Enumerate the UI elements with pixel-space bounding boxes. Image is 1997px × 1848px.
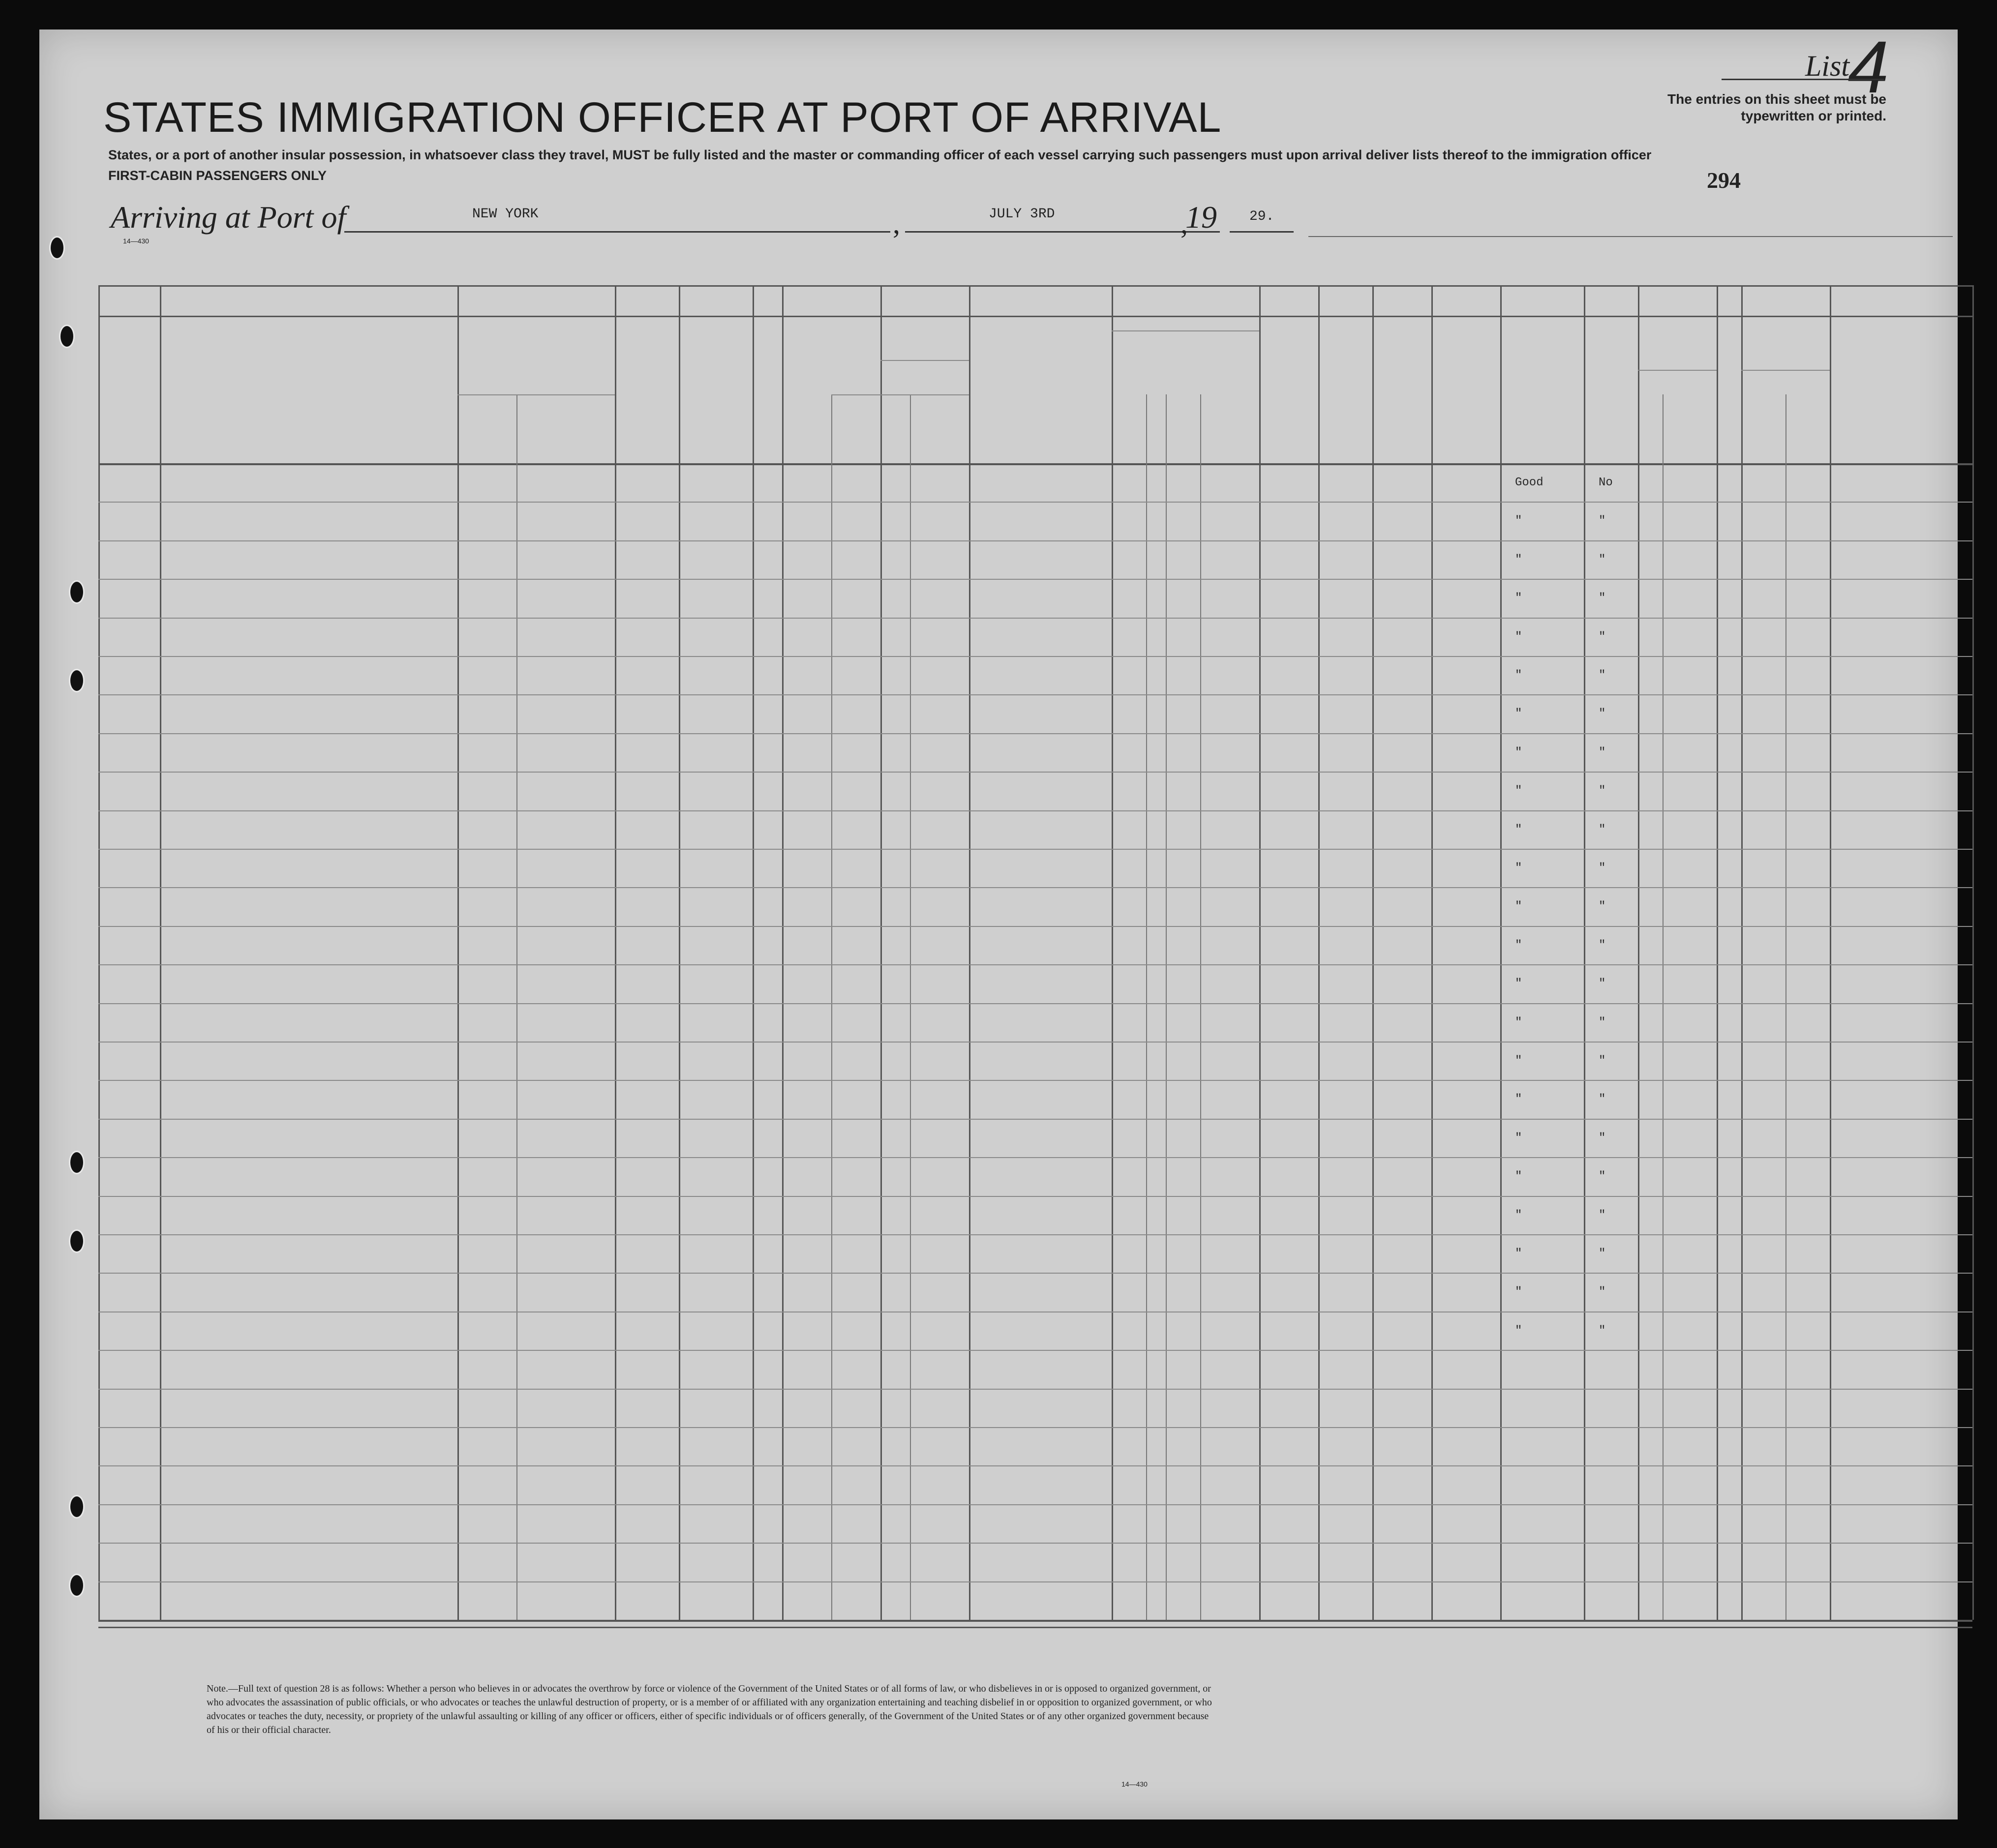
cell-deformed: ": [1599, 1324, 1606, 1338]
row-rule: [98, 772, 1972, 773]
cell-health: ": [1515, 630, 1522, 644]
column-rule: [98, 285, 100, 1620]
cell-health: ": [1515, 1285, 1522, 1299]
cell-deformed: ": [1599, 553, 1606, 566]
cell-health: ": [1515, 1324, 1522, 1338]
row-rule: [98, 1042, 1972, 1043]
binder-hole: [69, 1229, 85, 1253]
binder-hole: [69, 1574, 85, 1597]
port-value: NEW YORK: [472, 207, 539, 222]
cell-health: ": [1515, 784, 1522, 798]
cell-deformed: ": [1599, 592, 1606, 605]
column-subrule: [1166, 394, 1167, 1620]
column-subrule: [1785, 394, 1786, 1620]
cell-health: ": [1515, 938, 1522, 952]
column-rule: [679, 285, 680, 1620]
header-anarchist: [1387, 326, 1422, 458]
grid-rule: [98, 463, 1972, 465]
binder-hole: [69, 580, 85, 604]
cell-health: ": [1515, 1170, 1522, 1184]
cell-health: ": [1515, 1247, 1522, 1260]
row-rule: [98, 1273, 1972, 1274]
column-rule: [1318, 285, 1320, 1620]
cell-deformed: ": [1599, 862, 1606, 875]
cell-deformed: ": [1599, 630, 1606, 644]
column-subrule: [516, 394, 517, 1620]
subheader-rule: [880, 360, 969, 361]
row-rule: [98, 1427, 1972, 1428]
column-subrule: [1200, 394, 1201, 1620]
row-rule: [98, 1581, 1972, 1582]
cell-health: ": [1515, 514, 1522, 528]
first-cabin-label: FIRST-CABIN PASSENGERS ONLY: [108, 168, 327, 183]
grid-rule: [98, 285, 1972, 287]
list-underline: [1722, 79, 1884, 80]
cell-deformed: ": [1599, 784, 1606, 798]
header-rule: [1308, 236, 1953, 237]
cell-health: ": [1515, 707, 1522, 721]
cell-health: ": [1515, 553, 1522, 566]
comma: ,: [893, 207, 900, 239]
header-purpose-return: [1119, 335, 1144, 458]
form-code: 14—430: [1121, 1780, 1148, 1788]
column-rule: [1638, 285, 1639, 1620]
cell-deformed: ": [1599, 1247, 1606, 1260]
list-label: List: [1805, 50, 1849, 82]
subheader-rule: [1112, 330, 1259, 331]
cell-deformed: ": [1599, 1015, 1606, 1029]
row-rule: [98, 1196, 1972, 1197]
manifest-sheet: [39, 26, 1958, 1819]
year-value: 29.: [1249, 209, 1274, 224]
cell-health: ": [1515, 1131, 1522, 1145]
column-rule: [1830, 285, 1831, 1620]
cell-deformed: ": [1599, 514, 1606, 528]
year-line: [1230, 231, 1294, 233]
row-rule: [98, 810, 1972, 811]
cell-health: ": [1515, 862, 1522, 875]
subheader-rule: [1741, 370, 1830, 371]
column-rule: [1259, 285, 1261, 1620]
row-rule: [98, 1465, 1972, 1466]
year-prefix: 19: [1185, 200, 1217, 235]
row-rule: [98, 502, 1972, 503]
cell-deformed: ": [1599, 1285, 1606, 1299]
instructions-line: States, or a port of another insular possession, in whatsoever class they travel, MUST be fully listed and the master or commanding officer of each vessel carrying such passengers must upon arrival deliver lists thereof to the immigration officer: [108, 148, 1652, 162]
row-rule: [98, 1389, 1972, 1390]
binder-hole: [69, 1151, 85, 1174]
column-rule: [1717, 285, 1718, 1620]
cell-health: ": [1515, 1054, 1522, 1068]
row-rule: [98, 694, 1972, 695]
column-rule: [1372, 285, 1374, 1620]
column-rule: [753, 285, 754, 1620]
header-overthrow: [1436, 326, 1495, 458]
footnote: Note.—Full text of question 28 is as follows: Whether a person who believes in or advocates the overthrow by force or violence of the Government of the United States or of all forms of law, or who disbelieves in or is opposed to organized government, or who advocates the assassination of public officials, or who advocates or teaches the unlawful destruction of property, or is a member of or affiliated with any organization entertaining and teaching disbelief in or opposition to organized government, or who advocates or teaches the duty, necessity, or propriety of the unlawful assaulting or killing of any officer or officers, either of specific individuals or of officers generally, of the Government of the United States or of any other organized government because of his or their official character.: [207, 1683, 1212, 1735]
header-prison: [1264, 326, 1313, 458]
row-rule: [98, 1504, 1972, 1505]
header-purpose-length: [1151, 335, 1190, 458]
column-rule: [1741, 285, 1743, 1620]
cell-health: Good: [1515, 476, 1543, 489]
port-line: [344, 231, 890, 233]
arriving-label: Arriving at Port of: [111, 200, 346, 235]
binder-hole: [69, 1495, 85, 1519]
cell-health: ": [1515, 900, 1522, 914]
column-rule: [1431, 285, 1433, 1620]
row-rule: [98, 1234, 1972, 1235]
header-deported: [1589, 326, 1633, 458]
column-rule: [1112, 285, 1113, 1620]
header-inches: [1667, 380, 1682, 453]
binder-hole: [69, 669, 85, 692]
column-rule: [615, 285, 616, 1620]
header-money: [755, 326, 780, 458]
cell-deformed: ": [1599, 823, 1606, 836]
page-title: STATES IMMIGRATION OFFICER AT PORT OF ARRIVAL: [103, 94, 1222, 141]
row-rule: [98, 964, 1972, 965]
cell-deformed: ": [1599, 1054, 1606, 1068]
row-rule: [98, 540, 1972, 541]
header-labor: [1505, 326, 1579, 458]
column-subrule: [910, 394, 911, 1620]
row-rule: [98, 926, 1972, 927]
cell-deformed: ": [1599, 938, 1606, 952]
grid-rule: [98, 316, 1972, 317]
cell-deformed: ": [1599, 1208, 1606, 1222]
column-rule: [1972, 285, 1974, 1620]
cell-deformed: ": [1599, 669, 1606, 682]
date-line: [905, 231, 1220, 233]
cell-health: ": [1515, 592, 1522, 605]
grid-rule: [98, 1620, 1972, 1622]
row-rule: [98, 579, 1972, 580]
cell-health: ": [1515, 977, 1522, 991]
column-rule: [1584, 285, 1585, 1620]
row-rule: [98, 656, 1972, 657]
subheader-rule: [457, 394, 615, 395]
cell-deformed: ": [1599, 707, 1606, 721]
row-rule: [98, 849, 1972, 850]
column-rule: [880, 285, 882, 1620]
list-number: 4: [1847, 26, 1889, 108]
row-rule: [98, 1119, 1972, 1120]
grid-rule: [98, 1627, 1972, 1628]
row-rule: [98, 1350, 1972, 1351]
row-rule: [98, 1157, 1972, 1158]
column-rule: [1500, 285, 1502, 1620]
cell-health: ": [1515, 1015, 1522, 1029]
date-value: JULY 3RD: [989, 207, 1055, 222]
column-subrule: [1663, 394, 1664, 1620]
subheader-rule: [1638, 370, 1717, 371]
subheader-rule: [831, 394, 969, 395]
header-purpose-citizen: [1210, 335, 1249, 458]
cell-health: ": [1515, 669, 1522, 682]
cell-deformed: No: [1599, 476, 1613, 489]
header-feet: [1643, 380, 1658, 453]
binder-hole: [49, 236, 65, 260]
cell-deformed: ": [1599, 977, 1606, 991]
header-ticket: [632, 326, 657, 458]
entries-note: The entries on this sheet must be typewritten or printed.: [1667, 91, 1886, 123]
cell-health: ": [1515, 745, 1522, 759]
cell-health: ": [1515, 1208, 1522, 1222]
header-polygamist: [1328, 326, 1362, 458]
form-code: 14—430: [123, 237, 149, 245]
row-rule: [98, 1003, 1972, 1004]
column-subrule: [831, 394, 832, 1620]
column-rule: [160, 285, 161, 1620]
cell-deformed: ": [1599, 745, 1606, 759]
cell-health: ": [1515, 1093, 1522, 1106]
column-rule: [969, 285, 970, 1620]
cell-deformed: ": [1599, 1170, 1606, 1184]
binder-hole: [59, 325, 75, 348]
row-rule: [98, 1543, 1972, 1544]
sheet-number: 294: [1707, 168, 1741, 193]
row-rule: [98, 618, 1972, 619]
row-rule: [98, 1311, 1972, 1312]
cell-deformed: ": [1599, 1131, 1606, 1145]
cell-health: ": [1515, 823, 1522, 836]
comma: ,: [1180, 207, 1188, 239]
column-rule: [782, 285, 784, 1620]
column-subrule: [1146, 394, 1147, 1620]
column-rule: [457, 285, 459, 1620]
cell-deformed: ": [1599, 900, 1606, 914]
row-rule: [98, 887, 1972, 888]
row-rule: [98, 733, 1972, 734]
cell-deformed: ": [1599, 1093, 1606, 1106]
row-rule: [98, 1080, 1972, 1081]
